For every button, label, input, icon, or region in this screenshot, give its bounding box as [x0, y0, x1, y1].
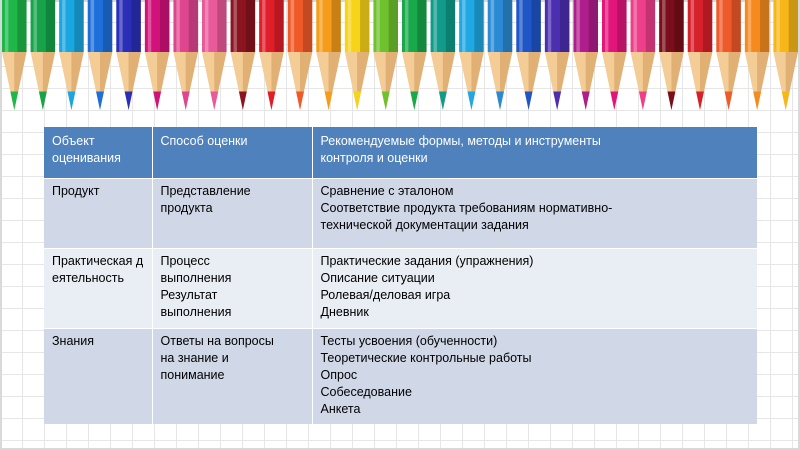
pencil-icon: [173, 0, 198, 110]
pencil-icon: [88, 0, 113, 110]
cell-line: Практическая деятельность: [52, 254, 144, 285]
cell-line: Практические задания (упражнения): [320, 254, 534, 268]
table-header-row: [44, 127, 757, 179]
pencil-icon: [59, 0, 84, 110]
cell-line: понимание: [160, 368, 225, 382]
cell-method: [152, 329, 312, 425]
cell-forms: [312, 329, 757, 425]
pencil-icon: [545, 0, 570, 110]
pencil-icon: [288, 0, 313, 110]
cell-line: Представление: [160, 184, 251, 198]
header-line: оценивания: [52, 151, 121, 165]
cell-line: Ролевая/деловая игра: [320, 288, 451, 302]
cell-line: Опрос: [320, 368, 358, 382]
cell-line: Продукт: [52, 184, 100, 198]
cell-line: Собеседование: [320, 385, 412, 399]
pencil-icon: [31, 0, 56, 110]
table-row: [44, 249, 757, 329]
cell-line: выполнения: [160, 305, 232, 319]
pencil-icon: [516, 0, 541, 110]
pencil-icon: [316, 0, 341, 110]
cell-line: Дневник: [320, 305, 369, 319]
cell-line: Сравнение с эталоном: [320, 184, 454, 198]
pencil-icon: [373, 0, 398, 110]
pencil-icon: [659, 0, 684, 110]
pencil-icon: [488, 0, 513, 110]
cell-line: Соответствие продукта требованиям нормативно-: [320, 201, 613, 215]
pencil-icon: [573, 0, 598, 110]
pencil-icon: [716, 0, 741, 110]
pencil-icon: [745, 0, 770, 110]
header-method: [152, 127, 312, 179]
cell-object: [44, 329, 152, 425]
cell-line: технической документации задания: [320, 218, 529, 232]
pencil-icon: [631, 0, 656, 110]
pencil-icon: [116, 0, 141, 110]
pencil-icon: [459, 0, 484, 110]
header-forms: [312, 127, 757, 179]
cell-line: Описание ситуации: [320, 271, 435, 285]
cell-line: на знание и: [160, 351, 229, 365]
header-line: Объект: [52, 134, 95, 148]
header-line: Рекомендуемые формы, методы и инструменты: [320, 134, 601, 148]
cell-line: Результат: [160, 288, 218, 302]
cell-method: [152, 179, 312, 249]
pencil-icon: [259, 0, 284, 110]
header-line: контроля и оценки: [320, 151, 428, 165]
cell-line: Тесты усвоения (обученности): [320, 334, 498, 348]
pencil-icon: [431, 0, 456, 110]
cell-line: Анкета: [320, 402, 361, 416]
pencil-icon: [402, 0, 427, 110]
header-line: Способ оценки: [160, 134, 248, 148]
cell-forms: [312, 249, 757, 329]
header-object: [44, 127, 152, 179]
cell-object: [44, 179, 152, 249]
cell-line: продукта: [160, 201, 213, 215]
table-row: [44, 329, 757, 425]
table-row: [44, 179, 757, 249]
pencil-icon: [688, 0, 713, 110]
cell-line: Знания: [52, 334, 95, 348]
pencil-icon: [2, 0, 27, 110]
cell-object: [44, 249, 152, 329]
pencil-icon: [773, 0, 798, 110]
cell-forms: [312, 179, 757, 249]
cell-line: Ответы на вопросы: [160, 334, 274, 348]
cell-line: выполнения: [160, 271, 232, 285]
pencil-icon: [345, 0, 370, 110]
cell-method: [152, 249, 312, 329]
pencil-icon: [231, 0, 256, 110]
pencils-illustration: [0, 0, 800, 118]
cell-line: Процесс: [160, 254, 210, 268]
pencil-icon: [202, 0, 227, 110]
cell-line: Теоретические контрольные работы: [320, 351, 532, 365]
colored-pencils-banner: [0, 0, 800, 118]
pencil-icon: [145, 0, 170, 110]
pencil-icon: [602, 0, 627, 110]
assessment-table: [44, 127, 757, 424]
